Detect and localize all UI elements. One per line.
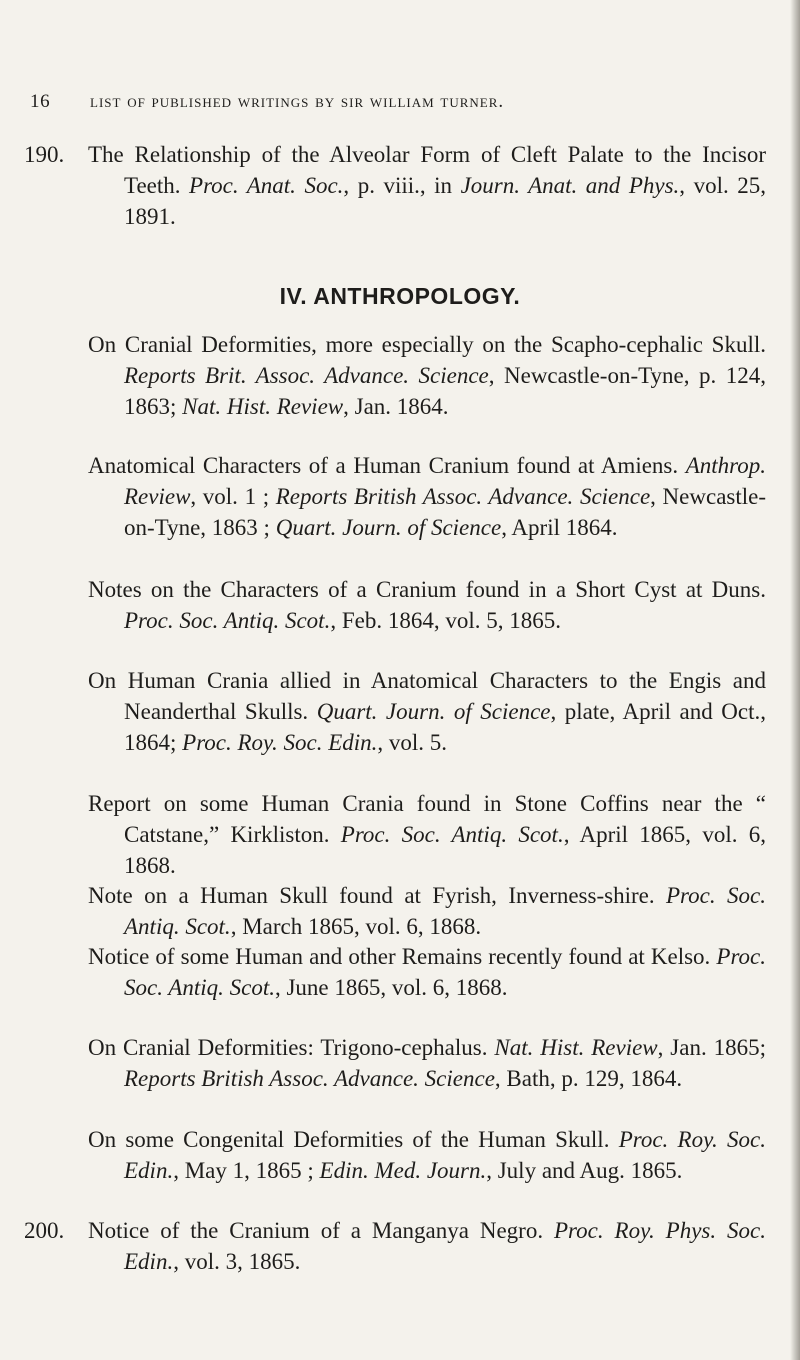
entry-text — [88, 574, 766, 636]
entry-text — [88, 1032, 766, 1094]
entry-segment: On Human Crania allied in Anatomical Characters to the Engis and Neanderthal Skulls. — [88, 668, 766, 724]
citation-title: Proc. Soc. Antiq. Scot. — [340, 822, 564, 847]
entry-segment: , Feb. 1864, vol. 5, 1865. — [330, 608, 561, 633]
entry-number: 200. — [24, 1218, 65, 1243]
page-edge-shadow — [790, 0, 800, 1360]
citation-title: Journ. Anat. and Phys. — [460, 173, 680, 198]
citation-title: Reports British Assoc. Advance. Science — [275, 484, 651, 509]
citation-title: Reports British Assoc. Advance. Science — [124, 1066, 495, 1091]
citation-title: Nat. Hist. Review — [182, 394, 344, 419]
entry-segment: , April 1865, vol. 6, 1868. — [124, 822, 767, 878]
entry-segment: , June 1865, vol. 6, 1868. — [274, 975, 508, 1000]
entry-segment: Notice of some Human and other Remains recently found at Kelso. — [88, 944, 717, 969]
citation-title: Quart. Journ. of Science — [316, 699, 551, 724]
entry-segment: , vol. 3, 1865. — [173, 1249, 301, 1274]
entry-segment: Anatomical Characters of a Human Cranium found at Amiens. — [88, 453, 686, 478]
entry-segment: , Jan. 1864. — [343, 394, 449, 419]
entry-kelso-remains — [88, 941, 766, 1003]
running-title: list of published writings by sir william turner. — [90, 91, 505, 112]
entry-segment: , July and Aug. 1865. — [486, 1158, 683, 1183]
entry-number: 190. — [24, 142, 65, 167]
entry-fyrish-skull — [88, 880, 766, 942]
entry-segment: , Newcastle-on-Tyne, 1863 ; — [124, 484, 766, 540]
entry-cranial-deformities — [88, 329, 766, 422]
citation-title: Anthrop. Review — [124, 453, 766, 509]
entry-segment: Notice of the Cranium of a Manganya Negro. — [88, 1218, 554, 1243]
entry-segment: , vol. 5. — [377, 730, 448, 755]
entry-segment: , Bath, p. 129, 1864. — [494, 1066, 683, 1091]
entry-segment: , April 1864. — [501, 515, 618, 540]
entry-text — [88, 1215, 766, 1277]
citation-title: Quart. Journ. of Science — [275, 515, 502, 540]
citation-title: Proc. Soc. Antiq. Scot. — [124, 944, 766, 1000]
entry-segment: , plate, April and Oct., 1864; — [124, 699, 766, 755]
entry-trigono-cephalus — [88, 1032, 766, 1094]
entry-text — [88, 329, 766, 422]
entry-text — [88, 880, 766, 942]
citation-title: Proc. Soc. Antiq. Scot. — [124, 883, 766, 939]
citation-title: Proc. Soc. Antiq. Scot. — [124, 608, 331, 633]
entry-segment: , p. viii., in — [343, 173, 461, 198]
entry-text — [88, 788, 766, 881]
entry-200 — [24, 1215, 766, 1277]
entry-segment: On Cranial Deformities, more especially on the Scapho-cephalic Skull. — [88, 332, 766, 357]
entry-text — [88, 665, 766, 758]
entry-segment: Report on some Human Crania found in Stone Coffins near the “ Catstane,” Kirkliston. — [88, 791, 766, 847]
citation-title: Proc. Anat. Soc. — [189, 173, 344, 198]
section-heading: IV. ANTHROPOLOGY. — [279, 283, 521, 309]
citation-title: Proc. Roy. Soc. Edin. — [124, 1127, 766, 1183]
entry-text — [88, 450, 766, 543]
entry-segment: , May 1, 1865 ; — [173, 1158, 320, 1183]
entry-text — [88, 1124, 766, 1186]
citation-title: Proc. Roy. Phys. Soc. Edin. — [124, 1218, 766, 1274]
entry-segment: , March 1865, vol. 6, 1868. — [230, 914, 482, 939]
entry-segment: , Jan. 1865; — [657, 1035, 766, 1060]
entry-segment: Note on a Human Skull found at Fyrish, Inverness-shire. — [88, 883, 666, 908]
entry-segment: Notes on the Characters of a Cranium found in a Short Cyst at Duns. — [88, 577, 766, 602]
entry-catstane-crania — [88, 788, 766, 881]
entry-engis-neanderthal — [88, 665, 766, 758]
entry-text — [88, 941, 766, 1003]
entry-segment: , vol. 25, 1891. — [124, 173, 766, 229]
entry-segment: , Newcastle-on-Tyne, p. 124, 1863; — [124, 363, 766, 419]
entry-amiens-cranium — [88, 450, 766, 543]
entry-segment: On some Congenital Deformities of the Human Skull. — [88, 1127, 619, 1152]
citation-title: Proc. Roy. Soc. Edin. — [182, 730, 378, 755]
citation-title: Nat. Hist. Review — [494, 1035, 658, 1060]
entry-segment: On Cranial Deformities: Trigono-cephalus. — [88, 1035, 495, 1060]
entry-segment: , vol. 1 ; — [190, 484, 276, 509]
entry-190 — [24, 139, 766, 232]
citation-title: Edin. Med. Journ. — [319, 1158, 487, 1183]
entry-duns-cranium — [88, 574, 766, 636]
page-number: 16 — [30, 91, 51, 112]
entry-segment: The Relationship of the Alveolar Form of Cleft Palate to the Incisor Teeth. — [88, 142, 766, 198]
citation-title: Reports Brit. Assoc. Advance. Science — [124, 363, 489, 388]
entry-text — [88, 139, 766, 232]
entry-congenital-deformities — [88, 1124, 766, 1186]
